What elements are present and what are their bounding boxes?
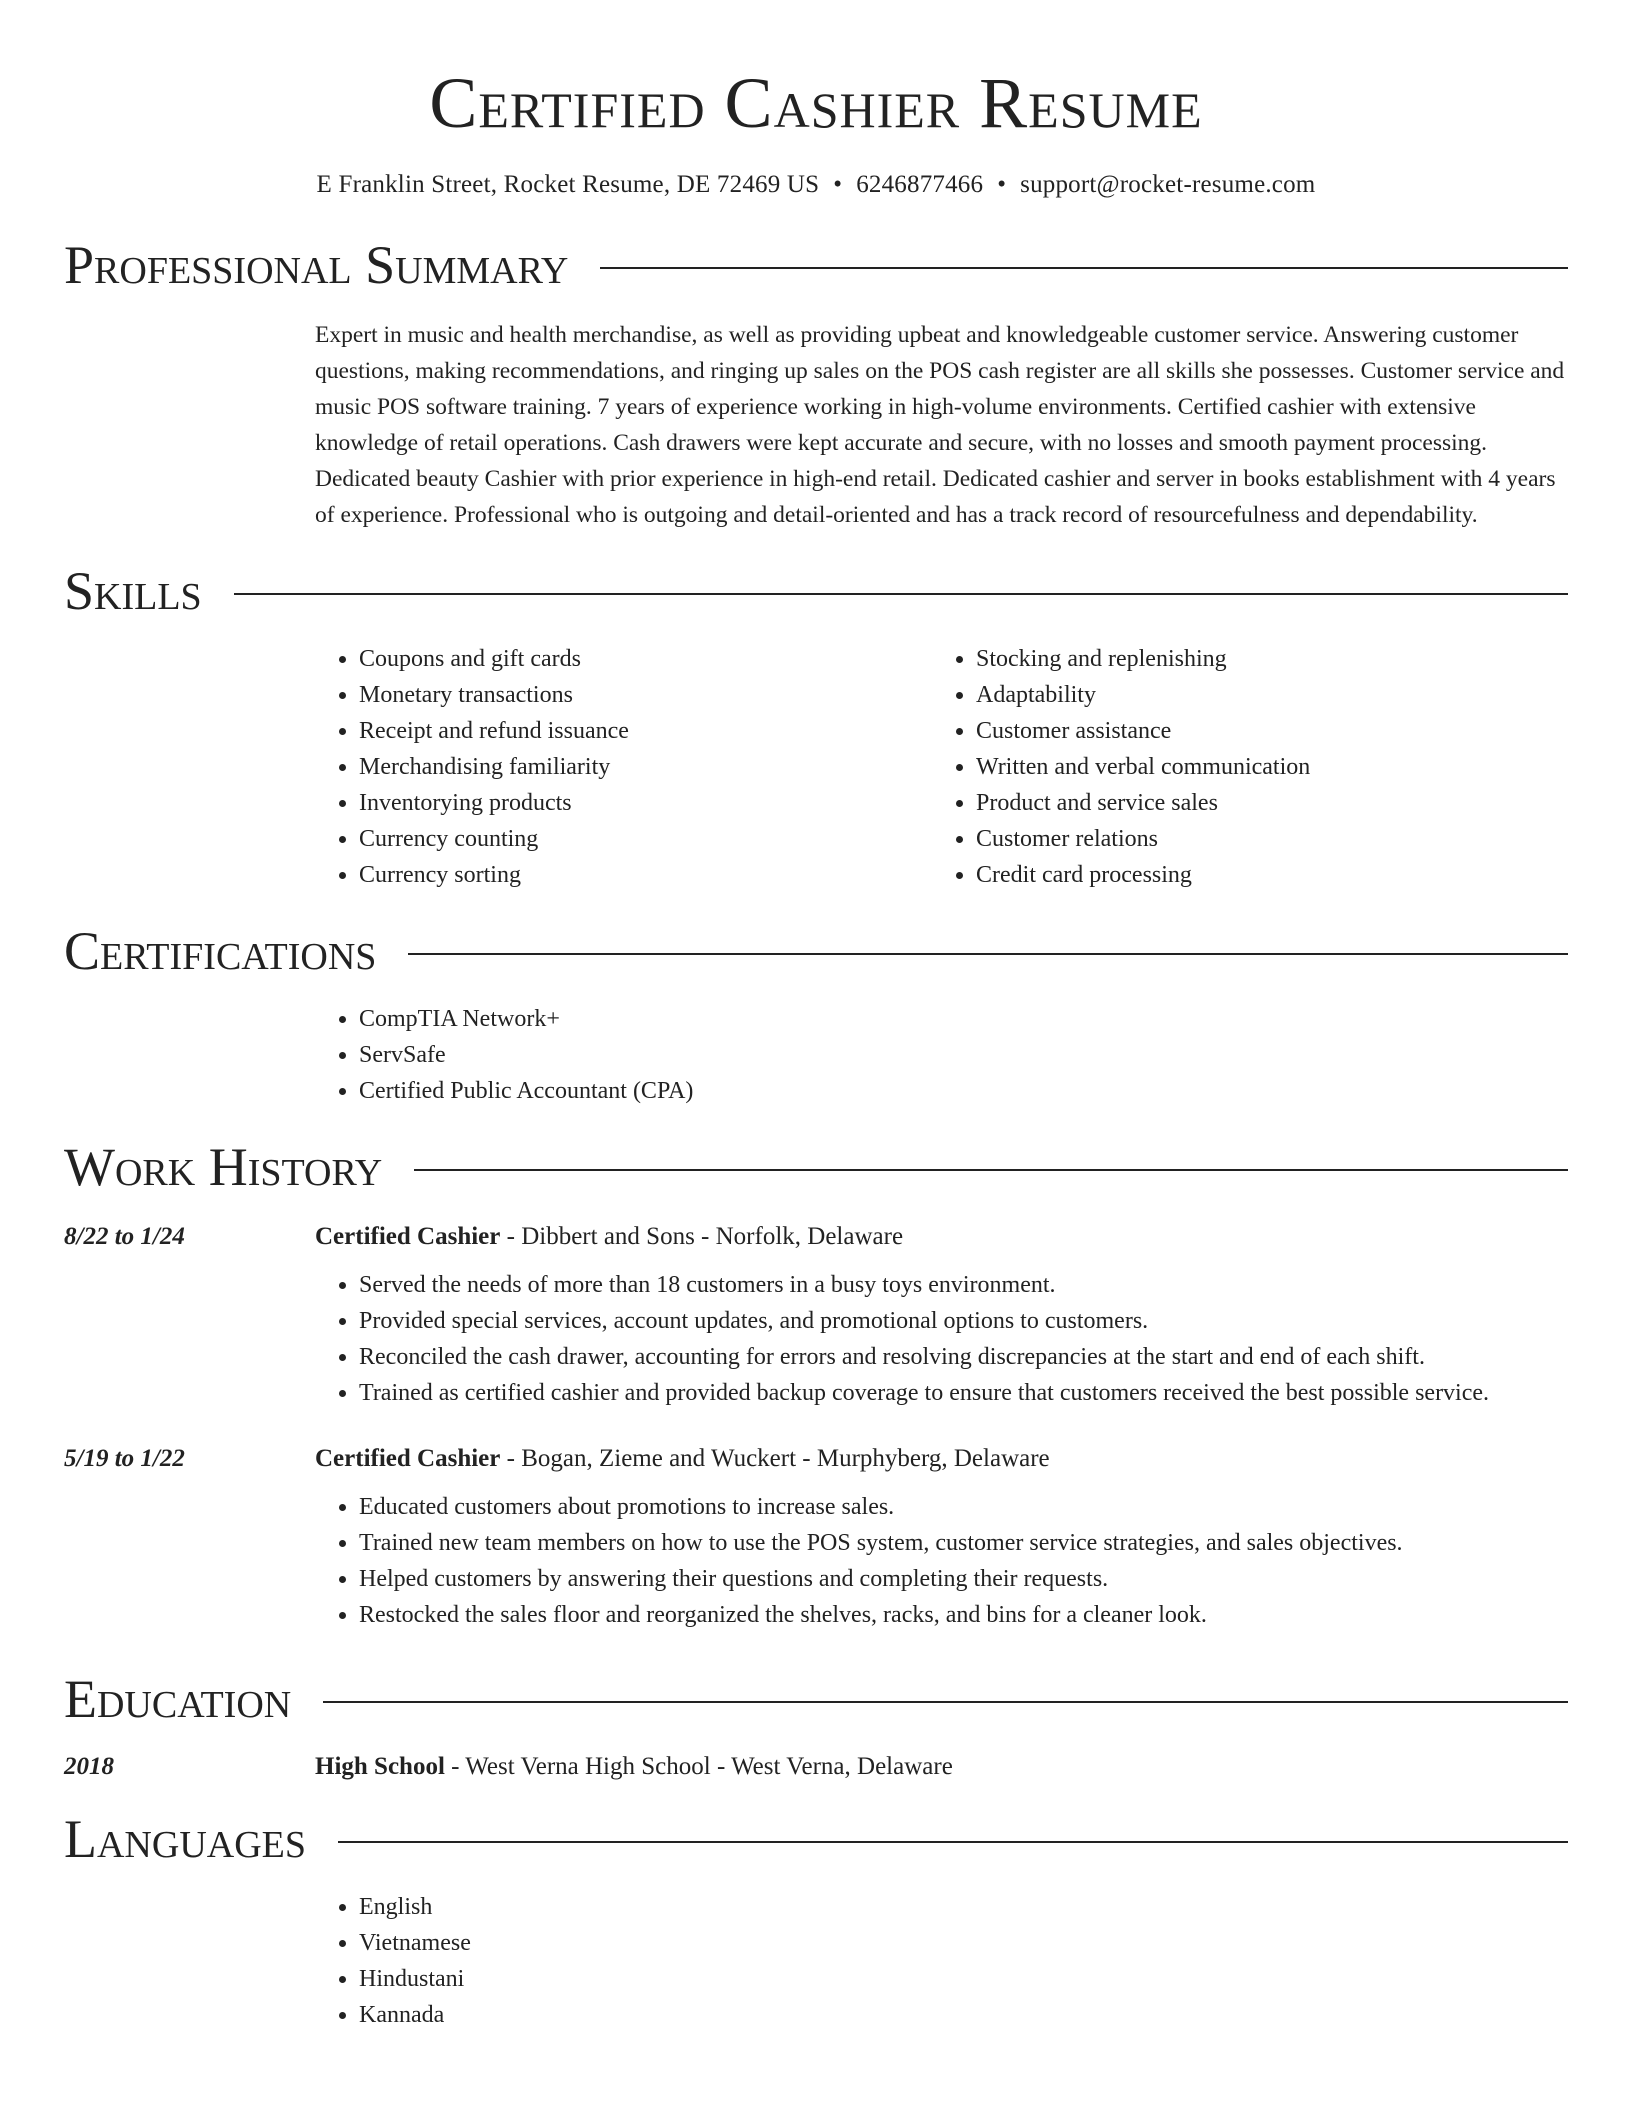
certification-item: • CompTIA Network+ (359, 1001, 1568, 1037)
skill-item: • Stocking and replenishing (976, 641, 1549, 677)
job-bullets (315, 1267, 1568, 1411)
job-bullet: • Served the needs of more than 18 customers in a busy toys environment. (359, 1267, 1568, 1303)
skills-column-left (315, 641, 932, 893)
section-divider (600, 267, 1568, 269)
skills-list-left (315, 641, 932, 893)
languages-list (315, 1889, 1568, 2033)
contact-address: E Franklin Street, Rocket Resume, DE 72469 US (316, 171, 820, 199)
job-bullet: • Reconciled the cash drawer, accounting for errors and resolving discrepancies at the start and end of each shift. (359, 1339, 1568, 1375)
skills-list-right (932, 641, 1549, 893)
certification-item: • Certified Public Accountant (CPA) (359, 1073, 1568, 1109)
section-divider (234, 593, 1568, 595)
job-employer-location: - Dibbert and Sons - Norfolk, Delaware (500, 1223, 904, 1251)
job-bullet: • Provided special services, account updates, and promotional options to customers. (359, 1303, 1568, 1339)
skill-item: • Product and service sales (976, 785, 1549, 821)
language-item: • Kannada (359, 1997, 1568, 2033)
summary-heading: Professional Summary (64, 235, 569, 296)
job-bullets-wrapper (315, 1489, 1568, 1633)
skill-item: • Merchandising familiarity (359, 749, 932, 785)
job-bullet: • Trained new team members on how to use the POS system, customer service strategies, and sales objectives. (359, 1525, 1568, 1561)
certifications-list (315, 1001, 1568, 1109)
job-entry (64, 1223, 1568, 1411)
education-heading: Education (64, 1669, 292, 1730)
education-section (64, 1667, 1568, 1781)
skill-item: • Coupons and gift cards (359, 641, 932, 677)
certification-item: • ServSafe (359, 1037, 1568, 1073)
skill-item: • Customer relations (976, 821, 1549, 857)
job-title: Certified Cashier (315, 1445, 501, 1473)
certifications-header (64, 919, 1568, 983)
job-bullet: • Restocked the sales floor and reorganized the shelves, racks, and bins for a cleaner look. (359, 1597, 1568, 1633)
work-history-header (64, 1135, 1568, 1199)
job-bullets-wrapper (315, 1267, 1568, 1411)
languages-header (64, 1807, 1568, 1871)
skills-column-right (932, 641, 1549, 893)
skill-item: • Currency counting (359, 821, 932, 857)
skill-item: • Adaptability (976, 677, 1549, 713)
jobs-list (64, 1223, 1568, 1633)
section-divider (323, 1701, 1568, 1703)
job-dates: 5/19 to 1/22 (64, 1445, 185, 1473)
education-details: - West Verna High School - West Verna, Delaware (444, 1753, 953, 1781)
summary-section (64, 233, 1568, 533)
section-divider (414, 1169, 1568, 1171)
job-bullet: • Trained as certified cashier and provided backup coverage to ensure that customers received the best possible service. (359, 1375, 1568, 1411)
education-line (315, 1753, 953, 1781)
summary-header (64, 233, 1568, 297)
education-degree: High School (315, 1753, 445, 1781)
contact-separator: • (997, 171, 1007, 199)
skill-item: • Written and verbal communication (976, 749, 1549, 785)
education-year: 2018 (64, 1753, 114, 1781)
job-employer-location: - Bogan, Zieme and Wuckert - Murphyberg, Delaware (500, 1445, 1050, 1473)
job-heading-row (64, 1223, 1568, 1251)
work-history-heading: Work History (64, 1137, 383, 1198)
skill-item: • Currency sorting (359, 857, 932, 893)
job-bullets (315, 1489, 1568, 1633)
certifications-section (64, 919, 1568, 1109)
skills-heading: Skills (64, 561, 202, 622)
languages-heading: Languages (64, 1809, 306, 1870)
job-heading-row (64, 1445, 1568, 1473)
skill-item: • Inventorying products (359, 785, 932, 821)
contact-separator: • (833, 171, 843, 199)
languages-section (64, 1807, 1568, 2033)
skill-item: • Monetary transactions (359, 677, 932, 713)
certifications-heading: Certifications (64, 921, 377, 982)
language-item: • Vietnamese (359, 1925, 1568, 1961)
education-header (64, 1667, 1568, 1731)
contact-email: support@rocket-resume.com (1020, 171, 1316, 199)
skills-section (64, 559, 1568, 893)
skill-item: • Customer assistance (976, 713, 1549, 749)
summary-text: Expert in music and health merchandise, as well as providing upbeat and knowledgeable customer service. Answering customer questions, making recommendations, and ringing up sales on the POS cash register are all skills she possesses. Customer service and music POS software training. 7 years of experience working in high-volume environments. Certified cashier with extensive knowledge of retail operations. Cash drawers were kept accurate and secure, with no losses and smooth payment processing. Dedicated beauty Cashier with prior experience in high-end retail. Dedicated cashier and server in books establishment with 4 years of experience. Professional who is outgoing and detail-oriented and has a track record of resourcefulness and dependability. (315, 322, 1565, 529)
job-line (315, 1445, 1050, 1473)
job-dates: 8/22 to 1/24 (64, 1223, 185, 1251)
education-entry (64, 1753, 1568, 1781)
section-divider (338, 1841, 1568, 1843)
job-bullet: • Educated customers about promotions to increase sales. (359, 1489, 1568, 1525)
certifications-list-wrapper (315, 1001, 1568, 1109)
job-line (315, 1223, 903, 1251)
skill-item: • Credit card processing (976, 857, 1549, 893)
section-divider (408, 953, 1568, 955)
job-entry (64, 1445, 1568, 1633)
languages-list-wrapper (315, 1889, 1568, 2033)
contact-phone: 6246877466 (856, 171, 984, 199)
language-item: • English (359, 1889, 1568, 1925)
job-title: Certified Cashier (315, 1223, 501, 1251)
skills-header (64, 559, 1568, 623)
contact-line (64, 171, 1568, 199)
skills-grid (315, 641, 1568, 893)
job-bullet: • Helped customers by answering their questions and completing their requests. (359, 1561, 1568, 1597)
work-history-section (64, 1135, 1568, 1633)
skill-item: • Receipt and refund issuance (359, 713, 932, 749)
resume-title: Certified Cashier Resume (429, 63, 1203, 143)
language-item: • Hindustani (359, 1961, 1568, 1997)
